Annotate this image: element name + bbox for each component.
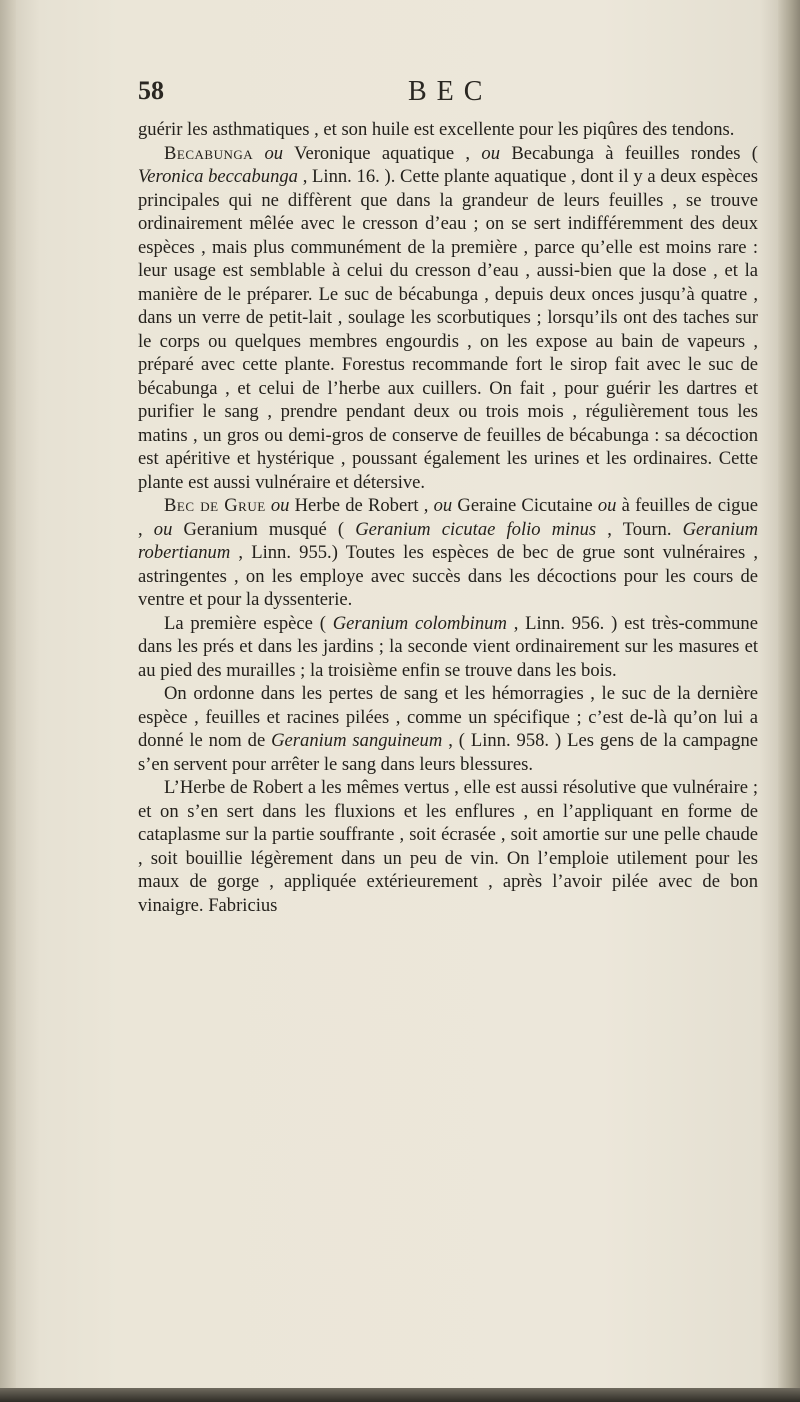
text-run: Veronique aquatique , xyxy=(283,142,482,164)
text-run: Geranium musqué ( xyxy=(172,518,356,540)
body-text xyxy=(138,118,758,917)
small-caps-run: Becabunga xyxy=(164,142,254,164)
small-caps-run: Bec de Grue xyxy=(164,495,266,516)
text-run: à feuilles de cigue , xyxy=(138,495,758,540)
paragraph xyxy=(138,612,758,683)
text-run: On ordonne dans les pertes de sang et les hémorragies , le suc de la dernière espèce , feuilles et racines pilées , comme un spécifique ; c’est de-là qu’on lui a donné le nom de xyxy=(138,683,758,751)
italic-run: ou xyxy=(433,495,453,516)
page-number: 58 xyxy=(138,76,164,105)
running-header xyxy=(138,76,698,112)
page-gutter-shadow xyxy=(0,0,16,1402)
italic-run: ou xyxy=(270,495,290,516)
italic-run: ou xyxy=(481,142,500,164)
text-run: La première espèce ( xyxy=(164,612,333,634)
italic-run: ou xyxy=(597,495,617,516)
text-run xyxy=(253,143,264,164)
italic-run: ou xyxy=(264,142,284,164)
italic-run: Geranium sanguineum xyxy=(271,730,443,751)
paragraph xyxy=(138,494,758,612)
text-run: , Linn. 955.) Toutes les espèces de bec de grue sont vulnéraires , astringentes , on les employe avec succès dans les décoctions pour les cours de ventre et pour la dyssenterie. xyxy=(138,542,758,610)
page-edge xyxy=(778,0,800,1402)
text-run: , ( Linn. 958. ) Les gens de la campagne s’en servent pour arrêter le sang dans leurs blessures. xyxy=(138,730,758,775)
italic-run: Geranium cicutae folio minus xyxy=(355,518,597,540)
paragraph xyxy=(138,142,758,495)
text-run: , Tourn. xyxy=(596,518,683,540)
italic-run: Geranium robertianum xyxy=(138,518,759,563)
scan-bottom-edge xyxy=(0,1388,800,1402)
running-title: BEC xyxy=(408,76,493,107)
text-run: guérir les asthmatiques , et son huile est excellente pour les piqûres des tendons. xyxy=(138,119,735,140)
text-run: , Linn. 956. ) est très-commune dans les prés et dans les jardins ; la seconde vient ordinairement sur les masures et au pied des murailles ; la troisième enfin se trouve dans les bois. xyxy=(138,612,758,681)
italic-run: ou xyxy=(153,518,173,540)
paragraph xyxy=(138,682,758,776)
text-run: Becabunga à feuilles rondes ( xyxy=(500,142,758,164)
text-run: , Linn. 16. ). Cette plante aquatique , dont il y a deux espèces principales qui ne diffèrent que dans la grandeur de leurs feuilles , se trouve ordinairement mêlée avec le cresson d’eau ; on se sert indifféremment des deux espèces , mais plus communément de la première , parce qu’elle est moins rare : leur usage est semblable à celui du cresson d’eau , aussi-bien que la dose , et la manière de le préparer. Le suc de bécabunga , depuis deux onces jusqu’à quatre , dans un verre de petit-lait , soulage les scorbutiques ; lorsqu’ils ont des taches sur le corps ou quelques membres engourdis , on les expose au bain de vapeurs , préparé avec cette plante. Forestus recommande fort le sirop fait avec le suc de bécabunga , et celui de l’herbe aux cuillers. On fait , pour guérir les dartres et purifier le sang , prendre pendant deux ou trois mois , régulièrement tous les matins , un gros ou demi-gros de conserve de feuilles de bécabunga : sa décoction est apéritive et hystérique , poussant également les urines et les ordinaires. Cette plante est aussi vulnéraire et détersive. xyxy=(138,166,758,493)
text-run: L’Herbe de Robert a les mêmes vertus , elle est aussi résolutive que vulnéraire ; et on s’en sert dans les fluxions et les enflures , en l’appliquant en forme de cataplasme sur la partie souffrante , soit écrasée , soit amortie sur une pelle chaude , soit bouillie légèrement dans un peu de vin. On l’emploie utilement pour les maux de gorge , appliquée extérieurement , après l’avoir pilée avec de bon vinaigre. Fabricius xyxy=(138,777,758,916)
text-run: Geraine Cicutaine xyxy=(452,495,598,516)
italic-run: Geranium colombinum xyxy=(332,612,507,634)
paragraph xyxy=(138,118,758,142)
text-run: Herbe de Robert , xyxy=(289,495,434,516)
paragraph xyxy=(138,776,758,917)
italic-run: Veronica beccabunga xyxy=(138,166,298,187)
